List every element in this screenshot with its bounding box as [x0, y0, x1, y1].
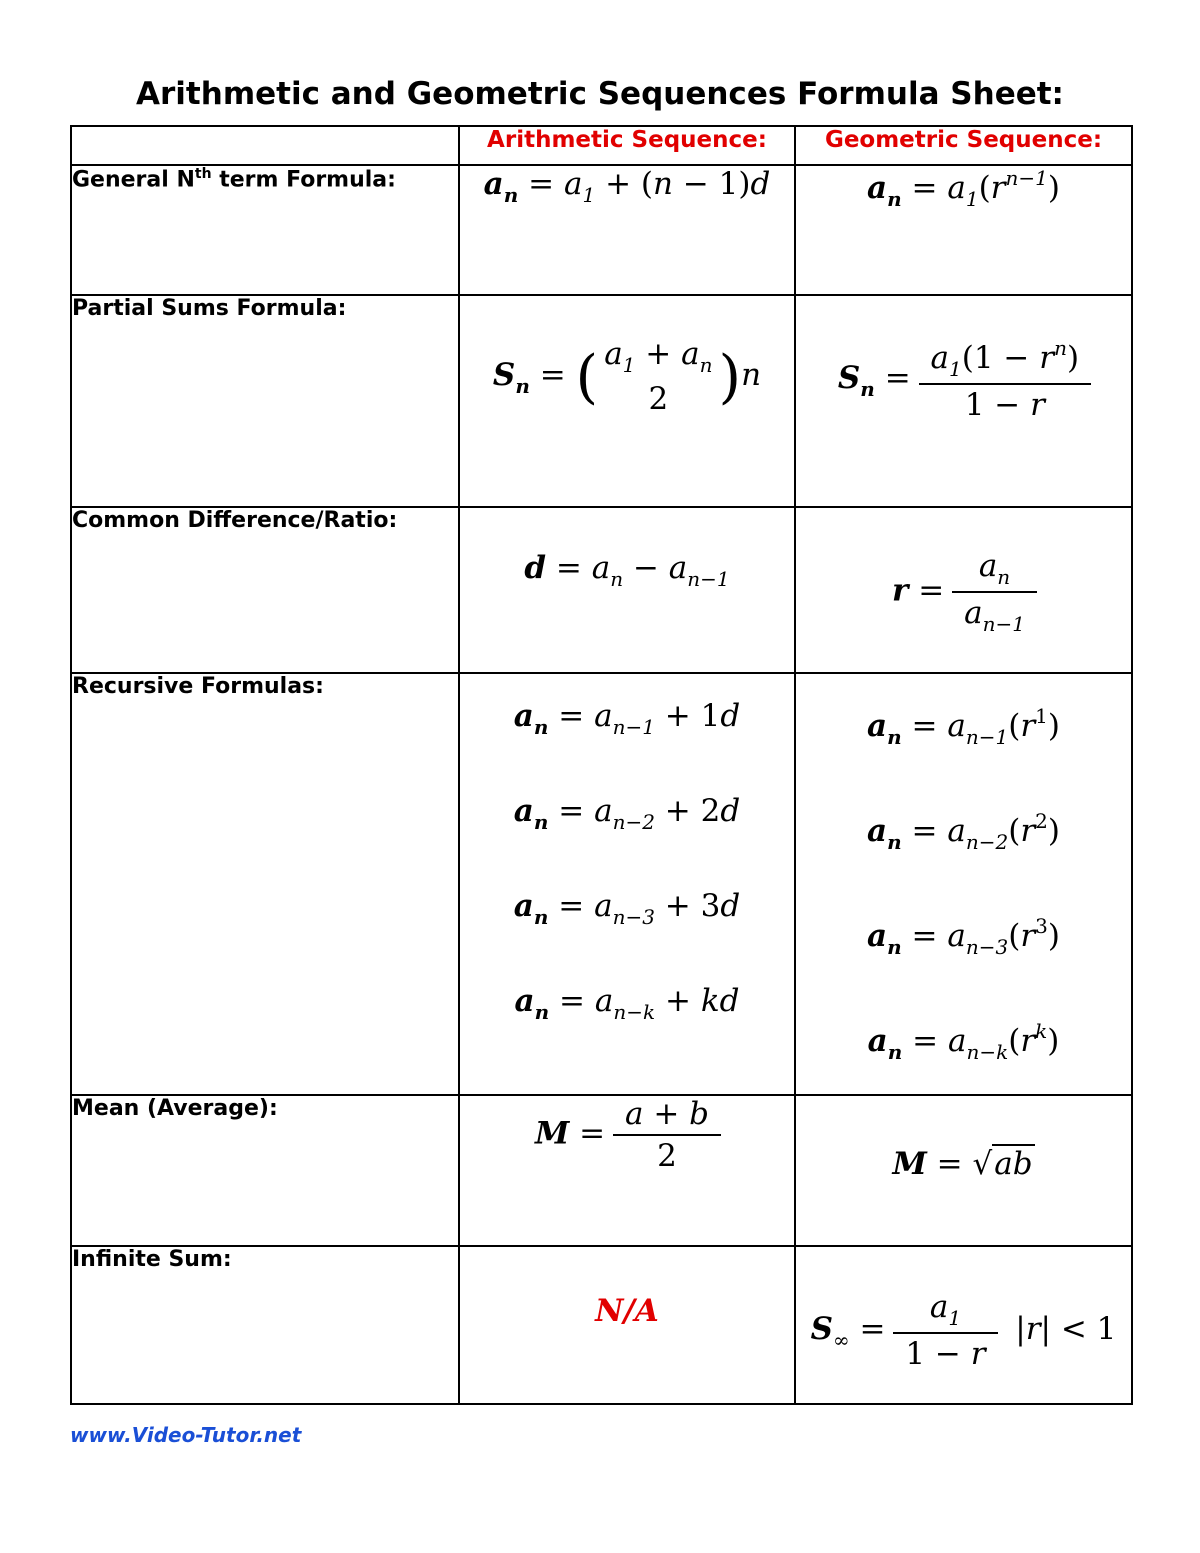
formula-geo-general: $a_n = a_1(r^{n-1})$: [795, 165, 1132, 295]
arithmetic-header: Arithmetic Sequence:: [459, 126, 795, 165]
label-general-term: General $N^{th}$ term Formula:: [71, 165, 459, 295]
formula-geo-infinite-sum: $S_\infty$ = $\frac{a_1}{1 - r}$ |r| < 1: [795, 1246, 1132, 1404]
formula-geo-partial-sum: $S_n$ = $\frac{a_1(1 - r^n)}{1 - r}$: [795, 295, 1132, 507]
formula-arith-partial-sum: $S_n$ = ( $a_1 + a_n$ 2 )n: [459, 295, 795, 507]
header-empty-cell: [71, 126, 459, 165]
row-infinite-sum: [71, 1246, 1132, 1404]
formula-arith-recursive: $a_n = a_{n-1} + 1d$ $a_n = a_{n-2} + 2d$ $a_n = a_{n-3} + 3d$ $a_n = a_{n-k}$ + kd: [459, 673, 795, 1095]
formula-geo-recursive: $a_n = a_{n-1}(r^1)$ $a_n = a_{n-2}(r^2)$ $a_n = a_{n-3}(r^3)$ $a_n = a_{n-k}(r^k)$: [795, 673, 1132, 1095]
label-mean: Mean (Average):: [71, 1095, 459, 1246]
formula-arith-mean: M = $\frac{a + b}{2}$: [459, 1095, 795, 1246]
row-partial-sums: [71, 295, 1132, 507]
formula-geo-common-ratio: r = $\frac{a_n}{a_{n-1}}$: [795, 507, 1132, 673]
formula-table: [70, 125, 1133, 1405]
row-recursive: [71, 673, 1132, 1095]
row-mean: [71, 1095, 1132, 1246]
footer-website: www.Video-Tutor.net: [70, 1423, 302, 1447]
formula-geo-mean: M = √ab: [795, 1095, 1132, 1246]
label-common-difference: Common Difference/Ratio:: [71, 507, 459, 673]
geometric-header: Geometric Sequence:: [795, 126, 1132, 165]
page-title: Arithmetic and Geometric Sequences Formula Sheet:: [136, 76, 1064, 112]
formula-arith-infinite-sum: N/A: [459, 1246, 795, 1404]
row-general-term: [71, 165, 1132, 295]
formula-arith-general: $a_n = a_1 + (n - 1)d$: [459, 165, 795, 295]
formula-arith-common-difference: $d = a_n - a_{n-1}$: [459, 507, 795, 673]
label-recursive: Recursive Formulas:: [71, 673, 459, 1095]
header-row: [71, 126, 1132, 165]
row-common-difference: [71, 507, 1132, 673]
label-infinite-sum: Infinite Sum:: [71, 1246, 459, 1404]
label-partial-sums: Partial Sums Formula:: [71, 295, 459, 507]
